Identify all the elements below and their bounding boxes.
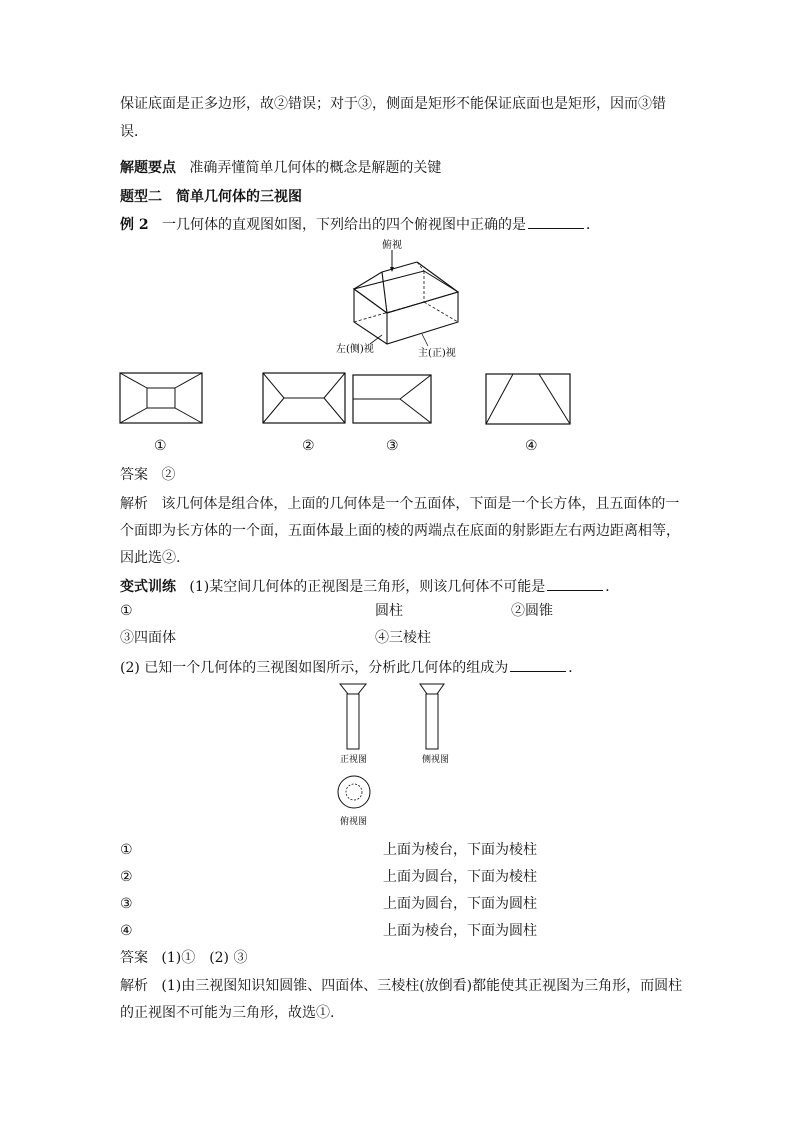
key-points [120, 158, 441, 178]
analysis-text: (1)由三视图知识知圆锥、四面体、三棱柱(放倒看)都能使其正视图为三角形，而圆柱 [161, 978, 683, 994]
q2-option-num: ① [120, 842, 133, 858]
q1-option-text: 圆锥 [525, 603, 553, 619]
answer-blank [528, 214, 584, 229]
analysis-2-line: 的正视图不可能为三角形，故选①. [120, 1005, 335, 1021]
top-view-option-1 [119, 372, 203, 424]
analysis-1-line [120, 494, 679, 514]
answer-label: 答案 [120, 950, 148, 966]
three-view-figure [330, 680, 470, 830]
key-points-label: 解题要点 [120, 160, 176, 176]
answer-1 [120, 465, 175, 485]
q2-tail: ． [568, 660, 583, 676]
q2-option-num: ④ [120, 923, 133, 939]
answer-label: 答案 [120, 467, 148, 483]
example-label: 例 2 [120, 217, 149, 233]
practice-q1 [120, 576, 619, 597]
paragraph-line: 保证底面是正多边形，故②错误；对于③，侧面是矩形不能保证底面也是矩形，因而③错 [120, 96, 666, 112]
top-view-option-3 [352, 374, 432, 424]
practice-q1-text: (1)某空间几何体的正视图是三角形，则该几何体不可能是 [189, 579, 546, 595]
analysis-2-line [120, 976, 682, 996]
q1-option [120, 628, 176, 648]
paragraph-line: 误． [120, 124, 148, 140]
q1-option [511, 601, 553, 621]
q1-option [375, 628, 431, 648]
option-label: ② [302, 438, 315, 454]
example-2 [120, 214, 600, 235]
option-label: ③ [386, 438, 399, 454]
analysis-1-line: 个面即为长方体的一个面，五面体最上面的棱的两端点在底面的射影距左右两边距离相等， [120, 523, 680, 539]
top-view-label: 俯视 [382, 240, 402, 251]
example-tail: ． [585, 217, 600, 233]
q2-option-text: 上面为圆台，下面为棱柱 [383, 869, 537, 885]
option-label: ① [154, 438, 167, 454]
q2 [120, 657, 582, 678]
q2-option-text: 上面为圆台，下面为圆柱 [383, 896, 537, 912]
q1-option-text: 四面体 [134, 630, 176, 646]
q1-option-text: 圆柱 [375, 603, 403, 619]
q1-option-num: ② [511, 603, 525, 619]
analysis-1-line: 因此选②. [120, 550, 181, 566]
section-title: 题型二 简单几何体的三视图 [120, 189, 302, 205]
front-view-caption: 正视图 [340, 755, 368, 765]
practice-label: 变式训练 [120, 579, 176, 595]
top-view-caption: 俯视图 [340, 817, 368, 827]
analysis-label: 解析 [120, 978, 148, 994]
q2-option-text: 上面为棱台，下面为棱柱 [383, 842, 537, 858]
front-view-label: 主(正)视 [418, 348, 456, 359]
q2-option-text: 上面为棱台，下面为圆柱 [383, 923, 537, 939]
q1-option-text: 三棱柱 [389, 630, 431, 646]
example-text: 一几何体的直观图如图，下列给出的四个俯视图中正确的是 [161, 217, 526, 233]
analysis-text: 该几何体是组合体，上面的几何体是一个五面体，下面是一个长方体，且五面体的一 [161, 496, 680, 512]
answer-blank [510, 657, 566, 672]
side-view-caption: 侧视图 [422, 755, 450, 765]
answer-blank [547, 576, 603, 591]
q1-option-num: ③ [120, 630, 134, 646]
practice-tail: ． [605, 579, 620, 595]
top-view-option-4 [485, 373, 571, 425]
q2-text: (2) 已知一个几何体的三视图如图所示，分析此几何体的组成为 [120, 660, 509, 676]
q1-option-num: ④ [375, 630, 389, 646]
option-label: ④ [525, 438, 538, 454]
answer-text: ② [161, 467, 176, 483]
analysis-label: 解析 [120, 496, 148, 512]
q1-option-num: ① [120, 603, 133, 619]
key-points-text: 准确弄懂简单几何体的概念是解题的关键 [189, 160, 442, 176]
q2-option-num: ② [120, 869, 133, 885]
solid-figure [330, 236, 470, 362]
answer-2 [120, 948, 247, 968]
left-view-label: 左(侧)视 [336, 344, 374, 355]
top-view-option-2 [262, 372, 346, 424]
q2-option-num: ③ [120, 896, 133, 912]
answer-text: (1)① (2) ③ [161, 950, 248, 966]
